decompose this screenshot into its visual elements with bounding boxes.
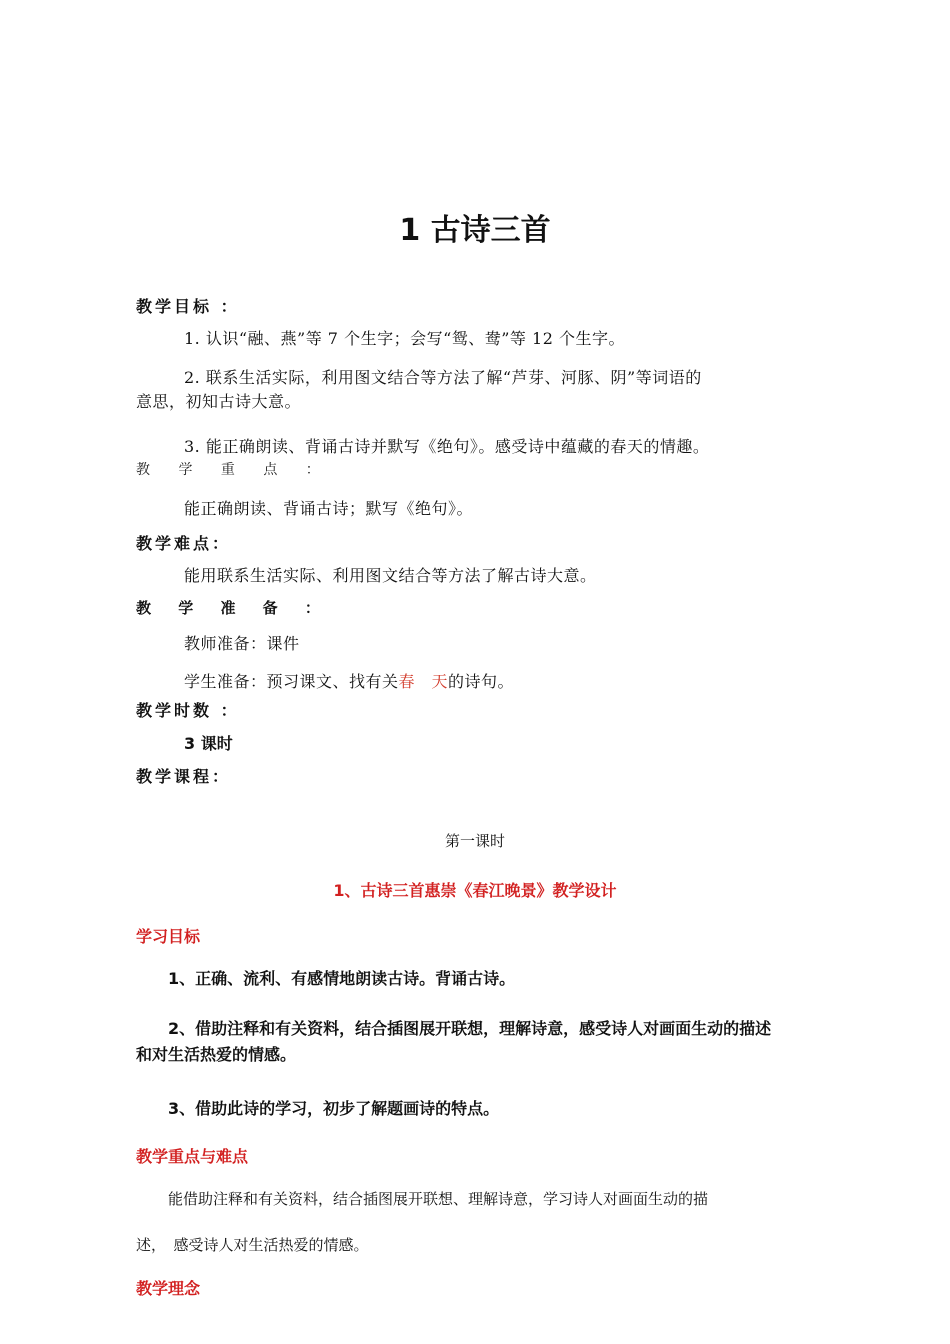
learning-goal-3: 3、借助此诗的学习，初步了解题画诗的特点。 (168, 1099, 500, 1118)
objective-2-continued: 意思，初知古诗大意。 (136, 392, 302, 411)
learning-goal-1: 1、正确、流利、有感情地朗读古诗。背诵古诗。 (168, 969, 516, 988)
difficulty-heading: 教学难点： (136, 534, 232, 553)
learning-goal-2-continued: 和对生活热爱的情感。 (136, 1045, 297, 1064)
student-prep-before: 学生准备：预习课文、找有关 (184, 672, 399, 691)
design-title: 1、古诗三首惠崇《春江晚景》教学设计 (333, 881, 617, 900)
learning-goals-heading: 学习目标 (136, 927, 201, 946)
objectives-heading: 教学目标 ： (136, 297, 240, 316)
objective-2: 2. 联系生活实际，利用图文结合等方法了解“芦芽、河豚、阴”等词语的 (184, 368, 702, 387)
learning-goal-2: 2、借助注释和有关资料，结合插图展开联想，理解诗意，感受诗人对画面生动的描述 (168, 1019, 772, 1038)
objective-3: 3. 能正确朗读、背诵古诗并默写《绝句》。感受诗中蕴藏的春天的情趣。 (184, 437, 710, 456)
focus-text-line-2: 述， 感受诗人对生活热爱的情感。 (136, 1236, 369, 1254)
process-heading: 教学课程： (136, 767, 232, 786)
lesson-label: 第一课时 (444, 832, 505, 850)
philosophy-heading: 教学理念 (136, 1279, 201, 1298)
difficulty-text: 能用联系生活实际、利用图文结合等方法了解古诗大意。 (184, 566, 597, 585)
hours-heading: 教学时数 ： (136, 701, 240, 720)
objective-1: 1. 认识“融、燕”等 7 个生字；会写“鸳、鸯”等 12 个生字。 (184, 329, 625, 348)
focus-text-line-1: 能借助注释和有关资料，结合插图展开联想、理解诗意，学习诗人对画面生动的描 (168, 1190, 709, 1208)
preparation-heading: 教 学 准 备 ： (136, 599, 331, 617)
focus-heading: 教学重点与难点 (136, 1147, 249, 1166)
teacher-preparation: 教师准备：课件 (184, 634, 300, 653)
student-preparation (184, 669, 514, 692)
document-title: 1 古诗三首 (399, 213, 551, 248)
student-prep-highlight: 春 天 (398, 672, 449, 691)
key-points-text: 能正确朗读、背诵古诗；默写《绝句》。 (184, 499, 474, 518)
student-prep-after: 的诗句。 (448, 672, 515, 691)
key-points-heading: 教 学 重 点 ： (136, 462, 332, 478)
hours-value: 3 课时 (184, 734, 233, 753)
